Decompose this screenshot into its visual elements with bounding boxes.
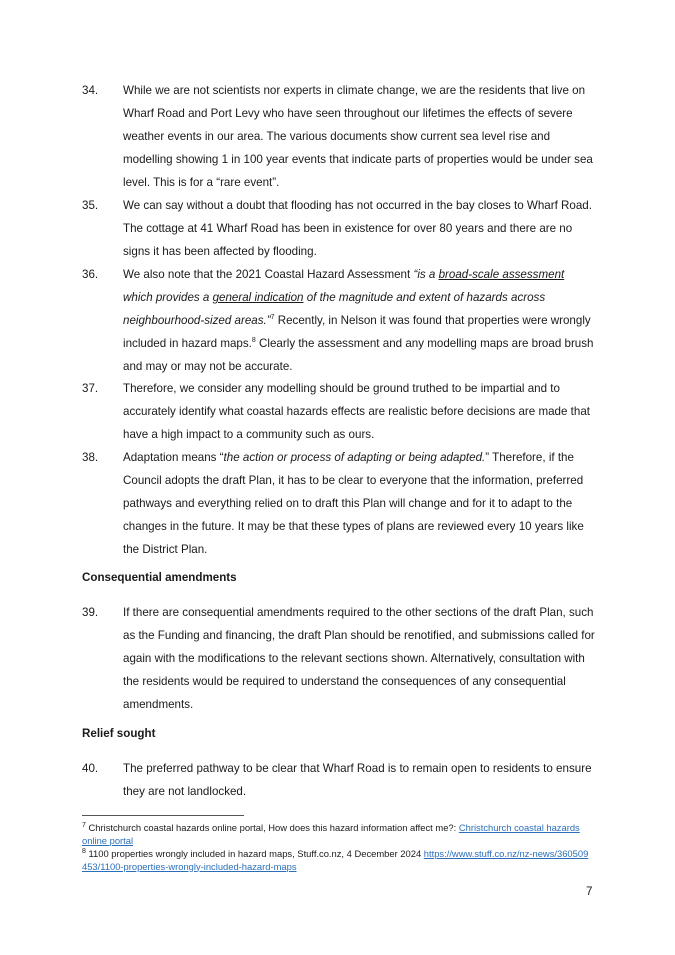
footnote-ref-8[interactable]: 8 [251, 337, 256, 345]
footnote-7 [82, 822, 592, 847]
footnote-8 [82, 848, 592, 873]
paragraph-text: Therefore, we consider any modelling should be ground truthed to be impartial and to accurately identify what coastal hazards effects are realistic before decisions are made that have a high impact to a community such as ours. [123, 382, 590, 441]
heading-relief-sought: Relief sought [82, 727, 156, 740]
quote-italic: the action or process of adapting or being adapted. [223, 451, 486, 464]
paragraph-40 [82, 757, 597, 803]
paragraph-text [123, 446, 597, 561]
text-run: Recently, in Nelson it was found that properties were wrongly included in hazard maps. [123, 314, 591, 350]
paragraph-text: We can say without a doubt that flooding has not occurred in the bay closes to Wharf Road. The cottage at 41 Wharf Road has been in existence for over 80 years and there are no signs it has been affected by flooding. [123, 199, 592, 258]
footnote-link-stuff[interactable]: https://www.stuff.co.nz/nz-news/360509453/1100-properties-wrongly-included-hazard-maps [82, 848, 589, 872]
paragraph-text: While we are not scientists nor experts in climate change, we are the residents that live on Wharf Road and Port Levy who have seen throughout our lifetimes the effects of severe weather events in our area. The various documents show current sea level rise and modelling showing 1 in 100 year events that indicate parts of properties would be under sea level. This is for a “rare event”. [123, 84, 593, 189]
paragraph-text [123, 263, 597, 378]
paragraph-36 [82, 263, 597, 378]
paragraph-text: The preferred pathway to be clear that Wharf Road is to remain open to residents to ensure they are not landlocked. [123, 762, 592, 798]
paragraph-38 [82, 446, 597, 561]
paragraph-number: 35. [82, 199, 99, 212]
text-run: of the magnitude and extent of hazards across neighbourhood-sized areas.” [123, 291, 546, 327]
footnote-text: 1100 properties wrongly included in hazard maps, Stuff.co.nz, 4 December 2024 [85, 848, 424, 859]
paragraph-text: If there are consequential amendments required to the other sections of the draft Plan, such as the Funding and financing, the draft Plan should be renotified, and submissions called for again with the modifications to the relevant sections shown. Alternatively, consultation with the residents would be required to understand the consequences of any consequential amendments. [123, 606, 595, 711]
underlined-phrase: general indication [212, 291, 304, 304]
text-run: Clearly the assessment and any modelling maps are broad brush and may or may not be accurate. [123, 337, 594, 373]
paragraph-34 [82, 79, 597, 194]
paragraph-35 [82, 194, 597, 263]
footnote-separator [82, 815, 244, 816]
text-run: We also note that the 2021 Coastal Hazard Assessment [123, 268, 414, 281]
text-run: which provides a [123, 291, 213, 304]
underlined-phrase: broad-scale assessment [438, 268, 565, 281]
footnote-number: 7 [82, 821, 86, 829]
footnote-text: Christchurch coastal hazards online portal, How does this hazard information affect me?: [85, 822, 459, 833]
paragraph-number: 39. [82, 606, 99, 619]
footnote-link-portal[interactable]: Christchurch coastal hazards online portal [82, 822, 580, 846]
footnote-number: 8 [82, 847, 86, 855]
text-run: Adaptation means “ [123, 451, 224, 464]
heading-consequential-amendments: Consequential amendments [82, 571, 237, 584]
paragraph-number: 40. [82, 762, 99, 775]
text-run: “is a [413, 268, 439, 281]
paragraph-number: 34. [82, 84, 99, 97]
footnote-ref-7[interactable]: 7 [270, 314, 275, 322]
text-run: ” Therefore, if the Council adopts the draft Plan, it has to be clear to everyone that the information, preferred pathways and everything relied on to draft this Plan will change and for it to adapt to the changes in the future. It may be that these types of plans are reviewed every 10 years like the District Plan. [123, 451, 584, 556]
paragraph-number: 38. [82, 451, 99, 464]
paragraph-37 [82, 377, 597, 446]
paragraph-number: 36. [82, 268, 99, 281]
paragraph-39 [82, 601, 597, 716]
paragraph-number: 37. [82, 382, 99, 395]
page-number: 7 [586, 885, 593, 898]
